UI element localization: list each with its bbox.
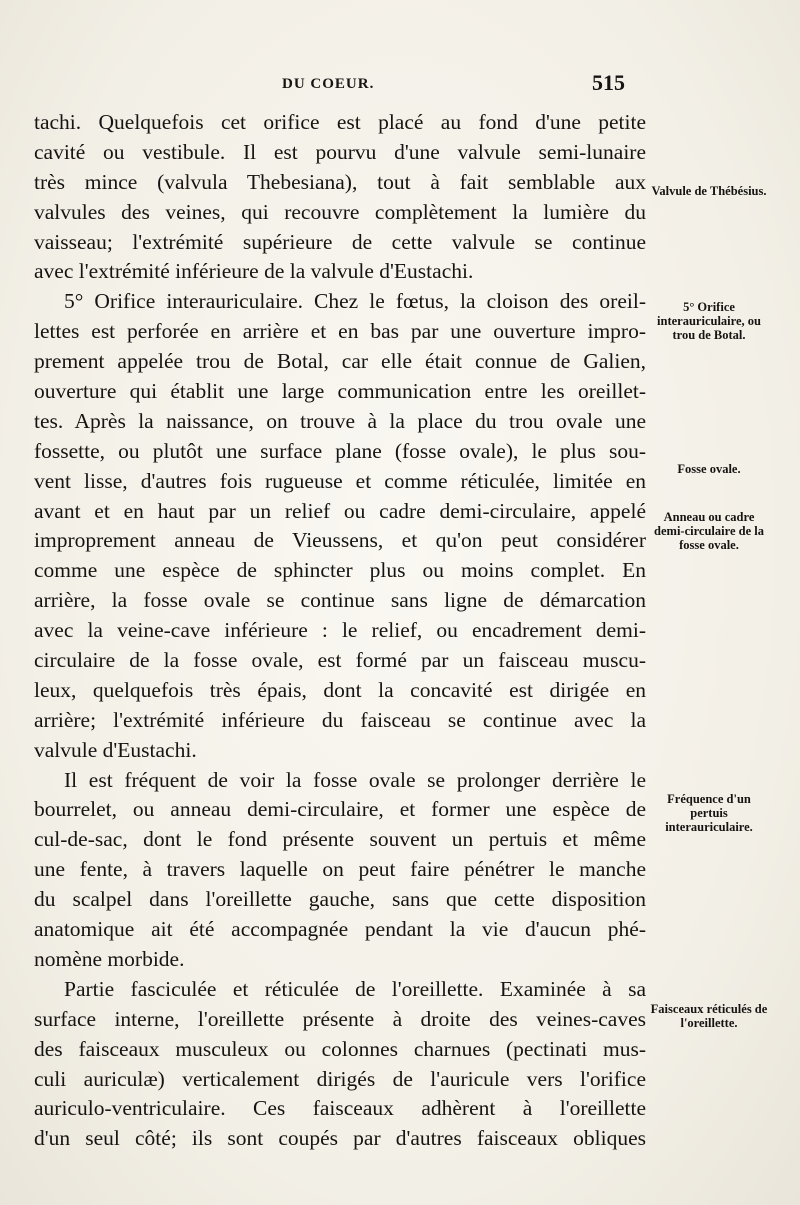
text-line: tes. Après la naissance, on trouve à la place du trou ovale une (34, 408, 646, 433)
margin-note: Fosse ovale. (677, 462, 741, 476)
text-line: culi auriculæ) verticalement dirigés de l'auricule vers l'orifice (34, 1066, 646, 1091)
text-line: très mince (valvula Thebesiana), tout à fait semblable aux (34, 169, 646, 194)
body-text (34, 108, 646, 1154)
text-line: valvules des veines, qui recouvre complètement la lumière du (34, 199, 646, 224)
text-line: leux, quelquefois très épais, dont la concavité est dirigée en (34, 677, 646, 702)
margin-note: Valvule de Thébésius. (651, 184, 767, 198)
text-line: surface interne, l'oreillette présente à droite des veines-caves (34, 1006, 646, 1031)
text-line: 5° Orifice interauriculaire. Chez le fœtus, la cloison des oreil- (64, 289, 646, 314)
margin-note: 5° Orifice interauriculaire, ou trou de Botal. (657, 300, 761, 342)
text-line: tachi. Quelquefois cet orifice est placé au fond d'une petite (34, 110, 646, 134)
text-line: improprement anneau de Vieussens, et qu'on peut considérer (34, 528, 646, 553)
text-line: ouverture qui établit une large communication entre les oreillet- (34, 379, 646, 404)
text-line: Partie fasciculée et réticulée de l'oreillette. Examinée à sa (64, 976, 646, 1001)
text-line: anatomique ait été accompagnée pendant la vie d'aucun phé- (34, 917, 646, 942)
text-line: avant et en haut par un relief ou cadre demi-circulaire, appelé (34, 498, 646, 523)
text-line: arrière, la fosse ovale se continue sans ligne de démarcation (34, 588, 646, 613)
text-line: vent lisse, d'autres fois rugueuse et comme réticulée, limitée en (34, 468, 646, 493)
text-line: circulaire de la fosse ovale, est formé par un faisceau muscu- (34, 648, 646, 673)
margin-note: Anneau ou cadre demi-circulaire de la fosse ovale. (654, 510, 764, 552)
text-line: nomène morbide. (34, 946, 185, 971)
page-number: 515 (592, 70, 625, 95)
text-line: cavité ou vestibule. Il est pourvu d'une valvule semi-lunaire (34, 139, 646, 164)
text-line: avec la veine-cave inférieure : le relief, ou encadrement demi- (34, 618, 646, 643)
text-line: une fente, à travers laquelle on peut faire pénétrer le manche (34, 857, 646, 882)
text-line: des faisceaux musculeux ou colonnes charnues (pectinati mus- (34, 1036, 646, 1061)
text-line: valvule d'Eustachi. (34, 737, 197, 762)
text-line: comme une espèce de sphincter plus ou moins complet. En (34, 558, 646, 583)
text-line: auriculo-ventriculaire. Ces faisceaux adhèrent à l'oreillette (34, 1096, 646, 1121)
margin-note: Faisceaux réticulés de l'oreillette. (650, 1002, 768, 1030)
text-line: bourrelet, ou anneau demi-circulaire, et former une espèce de (34, 797, 646, 822)
text-line: Il est fréquent de voir la fosse ovale se prolonger derrière le (64, 767, 646, 792)
text-line: vaisseau; l'extrémité supérieure de cette valvule se continue (34, 229, 646, 254)
margin-note: Fréquence d'un pertuis interauriculaire. (665, 792, 753, 834)
text-line: avec l'extrémité inférieure de la valvule d'Eustachi. (34, 259, 474, 284)
text-line: du scalpel dans l'oreillette gauche, sans que cette disposition (34, 887, 646, 912)
text-line: lettes est perforée en arrière et en bas par une ouverture impro- (34, 319, 646, 344)
text-line: prement appelée trou de Botal, car elle était connue de Galien, (34, 349, 646, 374)
text-line: cul-de-sac, dont le fond présente souvent un pertuis et même (34, 827, 646, 852)
running-title: DU COEUR. (282, 76, 375, 92)
text-line: fossette, ou plutôt une surface plane (fosse ovale), le plus sou- (34, 438, 646, 463)
text-line: arrière; l'extrémité inférieure du faisceau se continue avec la (34, 707, 646, 732)
text-line: d'un seul côté; ils sont coupés par d'autres faisceaux obliques (34, 1126, 646, 1151)
